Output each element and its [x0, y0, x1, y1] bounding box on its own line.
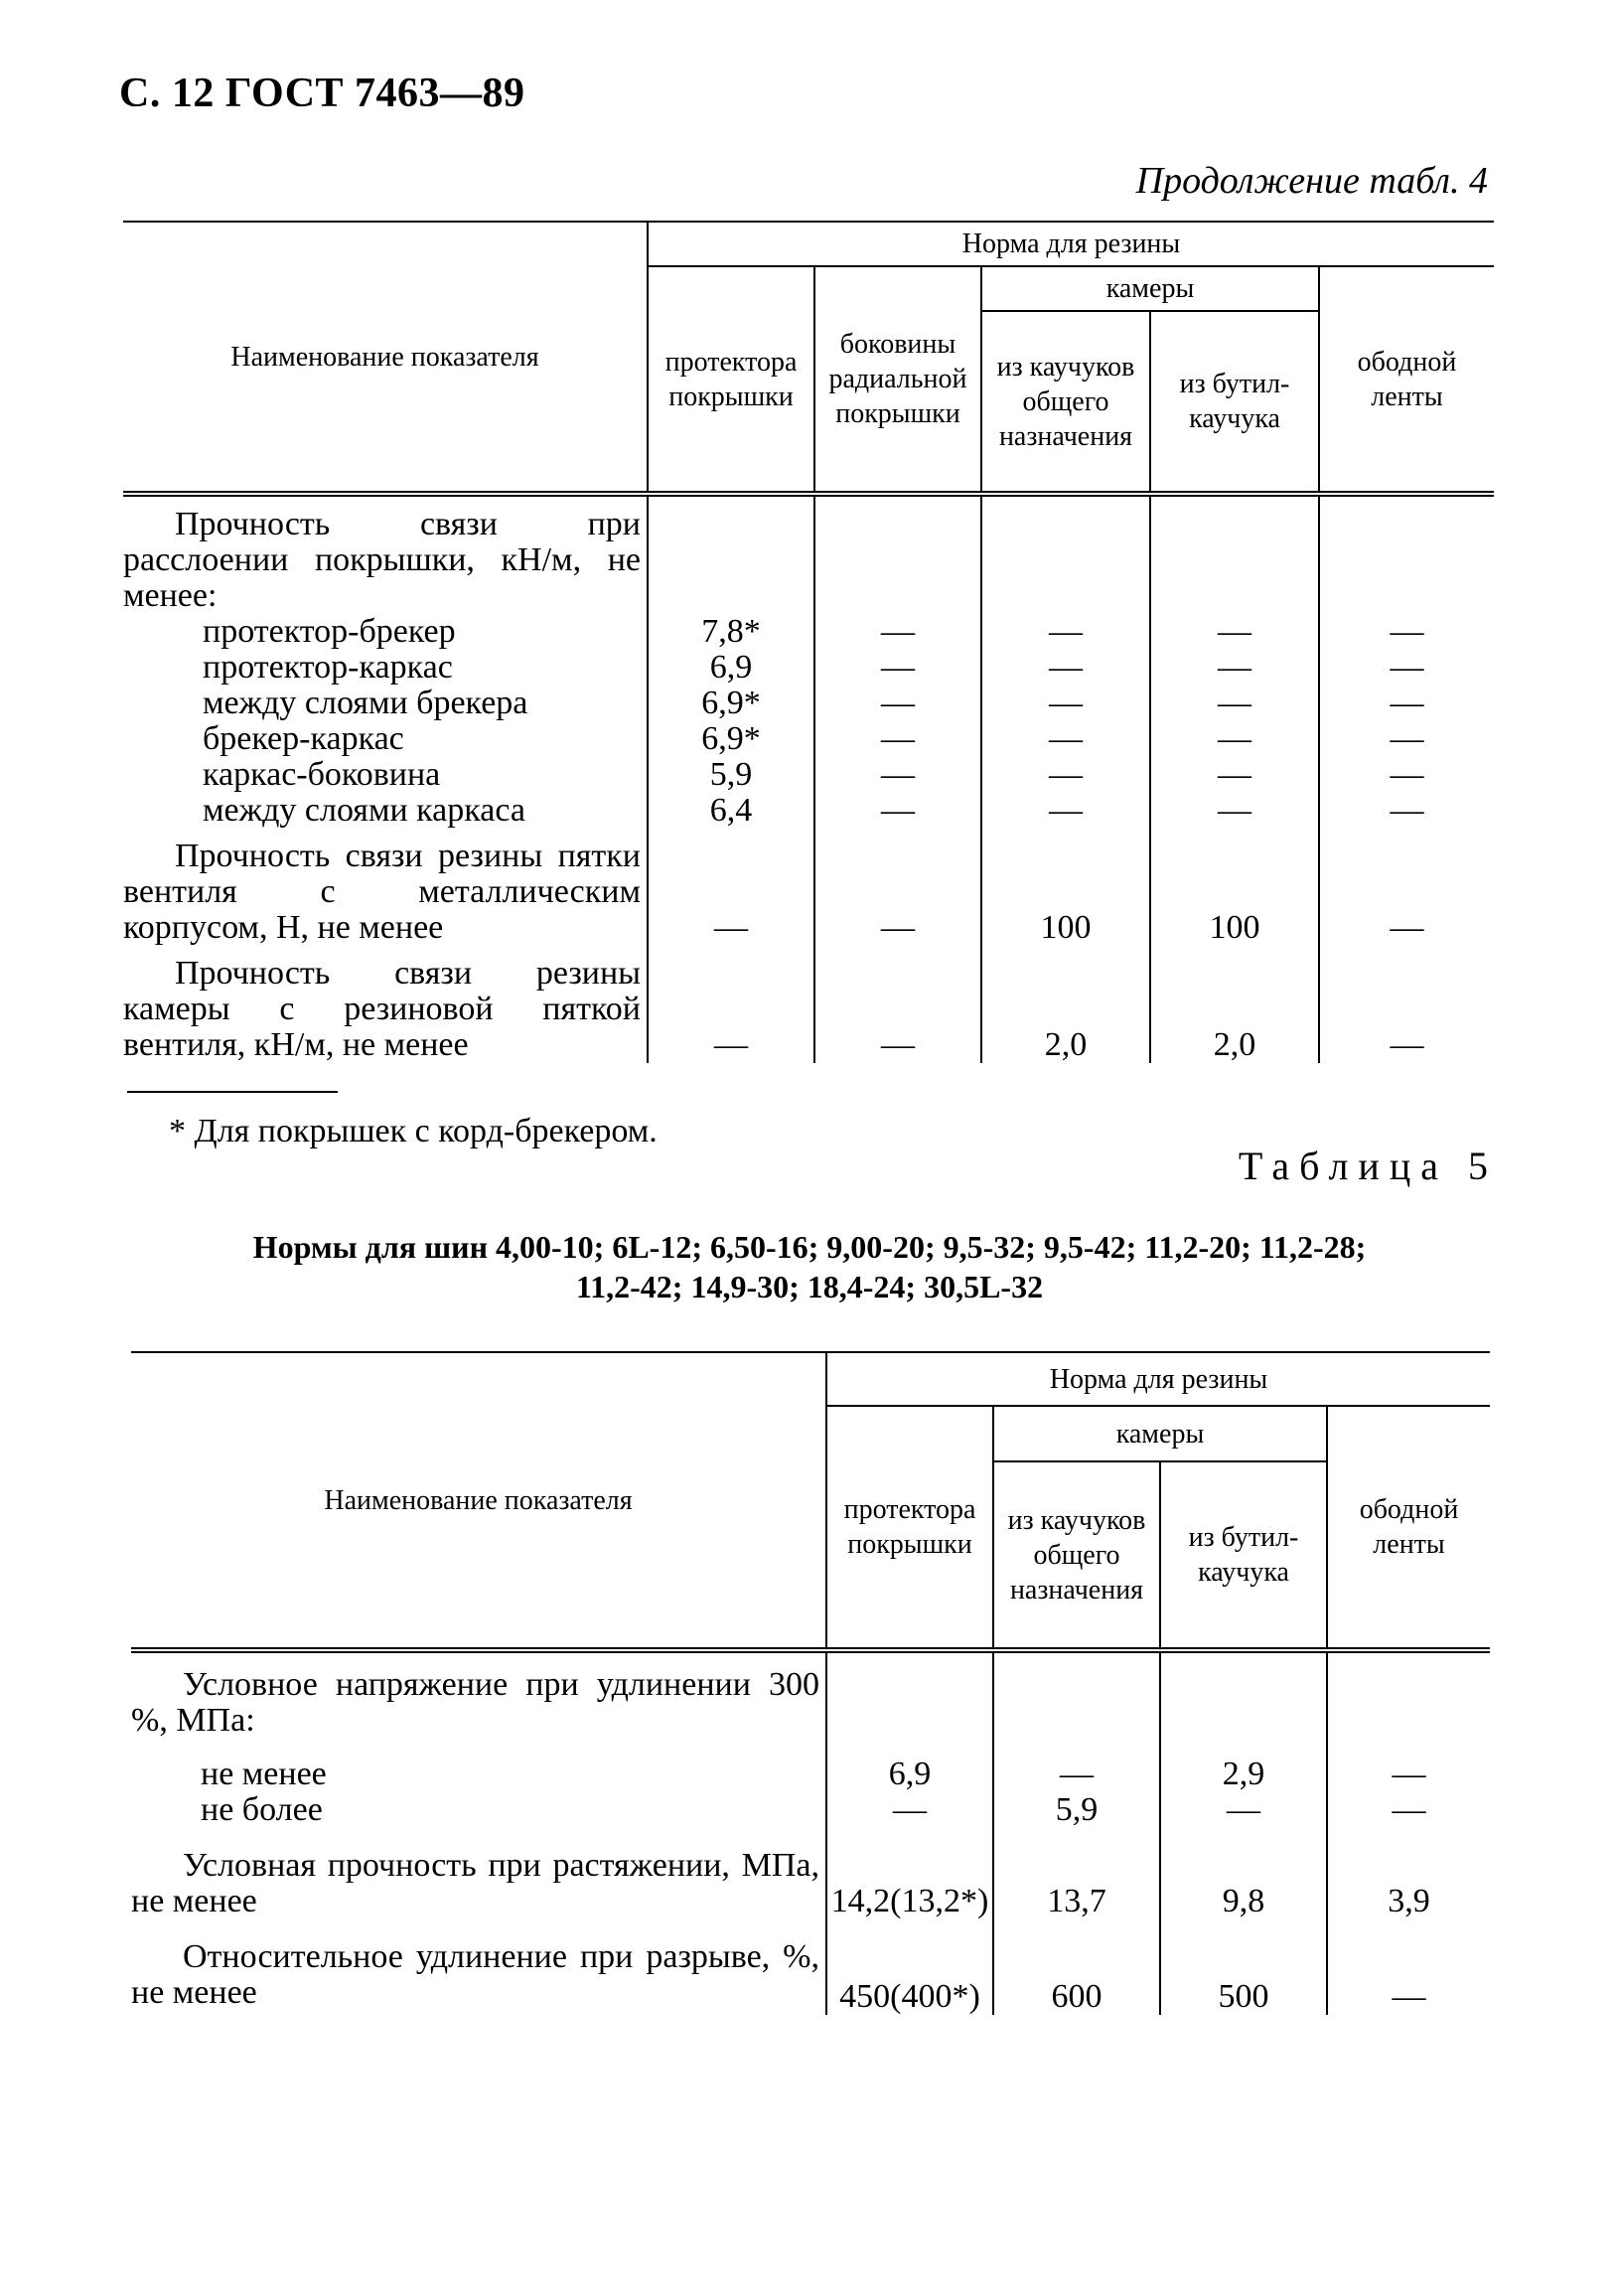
- t5-header-rim-tape: ободной ленты: [1327, 1406, 1490, 1650]
- table-row: [123, 650, 1494, 686]
- cell: 14,2(13,2*): [826, 1828, 993, 1919]
- cell: —: [981, 721, 1150, 757]
- cell: 2,9: [1160, 1739, 1327, 1792]
- cell: —: [1150, 650, 1319, 686]
- footnote: * Для покрышек с корд-брекером.: [169, 1113, 658, 1149]
- cell: —: [648, 829, 814, 946]
- cell: 6,9*: [648, 686, 814, 721]
- cell: —: [1327, 1739, 1490, 1792]
- cell: —: [1319, 757, 1494, 793]
- table-row: [131, 1650, 1490, 1739]
- cell: —: [1319, 829, 1494, 946]
- table-row: [123, 721, 1494, 757]
- row-label: Относительное удлинение при разрыве, %, не менее: [131, 1919, 826, 2015]
- cell: —: [814, 757, 981, 793]
- cell: 100: [981, 829, 1150, 946]
- t4-header-chamber-general: из каучуков общего назначения: [981, 311, 1150, 494]
- table-row: [131, 1828, 1490, 1919]
- t5-header-chamber-general: из каучуков общего назначения: [993, 1461, 1160, 1650]
- footnote-rule: [127, 1091, 338, 1093]
- table-row: [123, 946, 1494, 1063]
- cell: —: [981, 757, 1150, 793]
- cell: —: [981, 686, 1150, 721]
- row-label: не более: [131, 1792, 826, 1828]
- cell: —: [1319, 793, 1494, 829]
- t5-header-name: Наименование показателя: [131, 1352, 826, 1650]
- table-row: [131, 1919, 1490, 2015]
- cell: 100: [1150, 829, 1319, 946]
- row-label: между слоями брекера: [123, 686, 648, 721]
- cell: 6,9: [826, 1739, 993, 1792]
- cell: 600: [993, 1919, 1160, 2015]
- table-4: [123, 221, 1494, 1063]
- row-label: протектор-брекер: [123, 614, 648, 650]
- row-label: Условная прочность при растяжении, МПа, не менее: [131, 1828, 826, 1919]
- t4-header-protector: протектора покрышки: [648, 266, 814, 494]
- cell: —: [1319, 721, 1494, 757]
- row-label: между слоями каркаса: [123, 793, 648, 829]
- t4-group-label: Прочность связи при расслоении покрышки, кН/м, не менее:: [123, 494, 648, 614]
- t4-header-chamber-butyl: из бутил-каучука: [1150, 311, 1319, 494]
- cell: —: [814, 650, 981, 686]
- cell: —: [1319, 686, 1494, 721]
- continuation-label: Продолжение табл. 4: [1135, 160, 1488, 202]
- t5-header-protector: протектора покрышки: [826, 1406, 993, 1650]
- cell: 13,7: [993, 1828, 1160, 1919]
- t4-header-chambers: камеры: [981, 266, 1319, 311]
- cell: —: [814, 946, 981, 1063]
- table-row: [131, 1792, 1490, 1828]
- cell: 7,8*: [648, 614, 814, 650]
- table-row: [131, 1739, 1490, 1792]
- row-label: каркас-боковина: [123, 757, 648, 793]
- table-row: [123, 494, 1494, 614]
- t5-group-label: Условное напряжение при удлинении 300 %, МПа:: [131, 1650, 826, 1739]
- cell: —: [1327, 1792, 1490, 1828]
- cell: —: [814, 793, 981, 829]
- table-5-title-line-2: 11,2-42; 14,9-30; 18,4-24; 30,5L-32: [575, 1269, 1044, 1304]
- cell: 3,9: [1327, 1828, 1490, 1919]
- t5-header-norm: Норма для резины: [826, 1352, 1490, 1406]
- cell: —: [1150, 757, 1319, 793]
- row-label: не менее: [131, 1739, 826, 1792]
- table-row: [123, 793, 1494, 829]
- row-label: Прочность связи резины камеры с резиновой пяткой вентиля, кН/м, не менее: [123, 946, 648, 1063]
- table-row: [123, 686, 1494, 721]
- table-row: [123, 614, 1494, 650]
- cell: 450(400*): [826, 1919, 993, 2015]
- cell: 2,0: [981, 946, 1150, 1063]
- t5-header-chamber-butyl: из бутил-каучука: [1160, 1461, 1327, 1650]
- t5-header-chambers: камеры: [993, 1406, 1327, 1461]
- cell: 9,8: [1160, 1828, 1327, 1919]
- cell: —: [814, 614, 981, 650]
- table-row: [123, 829, 1494, 946]
- t4-header-norm: Норма для резины: [648, 222, 1494, 266]
- cell: 500: [1160, 1919, 1327, 2015]
- cell: —: [1319, 650, 1494, 686]
- cell: —: [981, 614, 1150, 650]
- cell: —: [1150, 721, 1319, 757]
- cell: —: [981, 650, 1150, 686]
- t4-header-sidewall: боковины радиальной покрышки: [814, 266, 981, 494]
- cell: 5,9: [648, 757, 814, 793]
- table-5-label: Таблица 5: [1238, 1144, 1498, 1188]
- table-5: [131, 1351, 1490, 2015]
- page-header: С. 12 ГОСТ 7463—89: [119, 71, 525, 116]
- table-5-title-line-1: Нормы для шин 4,00-10; 6L-12; 6,50-16; 9,00-20; 9,5-32; 9,5-42; 11,2-20; 11,2-28;: [252, 1229, 1367, 1265]
- t4-header-rim-tape: ободной ленты: [1319, 266, 1494, 494]
- cell: 2,0: [1150, 946, 1319, 1063]
- cell: —: [826, 1792, 993, 1828]
- cell: —: [814, 721, 981, 757]
- cell: —: [1160, 1792, 1327, 1828]
- cell: —: [981, 793, 1150, 829]
- cell: 6,9*: [648, 721, 814, 757]
- cell: —: [993, 1739, 1160, 1792]
- cell: —: [1319, 946, 1494, 1063]
- row-label: протектор-каркас: [123, 650, 648, 686]
- cell: —: [814, 829, 981, 946]
- cell: 6,4: [648, 793, 814, 829]
- row-label: брекер-каркас: [123, 721, 648, 757]
- cell: 5,9: [993, 1792, 1160, 1828]
- table-5-title: [119, 1227, 1500, 1306]
- cell: 6,9: [648, 650, 814, 686]
- row-label: Прочность связи резины пятки вентиля с металлическим корпусом, Н, не менее: [123, 829, 648, 946]
- cell: —: [1150, 614, 1319, 650]
- cell: —: [1327, 1919, 1490, 2015]
- cell: —: [1319, 614, 1494, 650]
- table-row: [123, 757, 1494, 793]
- cell: —: [814, 686, 981, 721]
- cell: —: [1150, 793, 1319, 829]
- t4-header-name: Наименование показателя: [123, 222, 648, 494]
- cell: —: [1150, 686, 1319, 721]
- cell: —: [648, 946, 814, 1063]
